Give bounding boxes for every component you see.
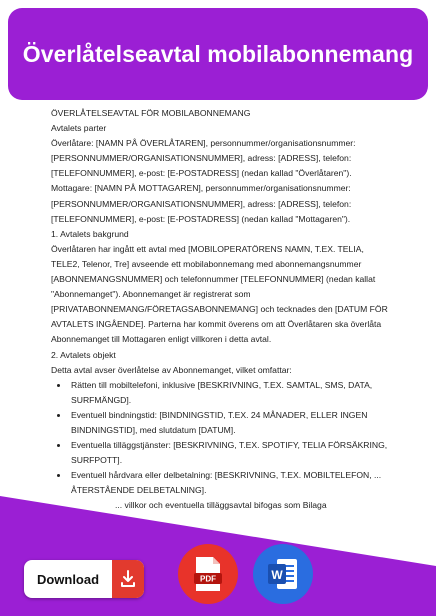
word-file-icon — [266, 556, 300, 592]
download-button[interactable] — [24, 560, 144, 598]
list-item: • Rätten till mobiltelefoni, inklusive [BESKRIVNING, T.EX. SAMTAL, SMS, DATA, SURFMÄNGD]. — [69, 378, 391, 408]
list-item: • Eventuell bindningstid: [BINDNINGSTID, T.EX. 24 MÅNADER, ELLER INGEN BINDNINGSTID], med slutdatum [DATUM]. — [69, 408, 391, 438]
object-intro: Detta avtal avser överlåtelse av Abonnemanget, vilket omfattar: — [51, 364, 292, 375]
transferee-paragraph: Mottagare: [NAMN PÅ MOTTAGAREN], personnummer/organisationsnummer: [PERSONNUMMER/ORGANISATIONSNUMMER], adress: [ADRESS], telefon: [TELEFONNUMMER], e-post: [E-POSTADRESS] (nedan kallad "Mottagaren"). — [51, 183, 352, 224]
background-paragraph: Överlåtaren har ingått ett avtal med [MOBILOPERATÖRENS NAMN, T.EX. TELIA, TELE2, Telenor, Tre] avseende ett mobilabonnemang med abonnemangsnummer [ABONNEMANGSNUMMER] och telefonnummer [TELEFONNUMMER] (nedan kallat "Abonnemanget"). Abonnemanget är registrerat som [PRIVATABONNEMANG/FÖRETAGSABONNEMANG] och tecknades den [DATUM FÖR AVTALETS INGÅENDE]. Parterna har kommit överens om att Överlåtaren ska överlåta Abonnemanget till Mottagaren enligt villkoren i detta avtal. — [51, 243, 388, 345]
download-icon — [112, 560, 144, 598]
list-item: • Eventuella tilläggstjänster: [BESKRIVNING, T.EX. SPOTIFY, TELIA FÖRSÄKRING, SURFPOTT]. — [69, 438, 391, 468]
section-2-heading: 2. Avtalets objekt — [51, 349, 116, 360]
title-banner — [8, 8, 428, 100]
object-list — [51, 378, 391, 499]
pdf-download-button[interactable] — [178, 544, 238, 604]
trailing-text: ... villkor och eventuella tilläggsavtal bifogas som Bilaga — [115, 500, 327, 511]
list-item: • Eventuell hårdvara eller delbetalning: [BESKRIVNING, T.EX. MOBILTELEFON, ... ÅTERSTÅENDE DELBETALNING]. — [69, 468, 391, 498]
document-preview — [51, 106, 391, 514]
word-label: W — [271, 568, 283, 582]
word-download-button[interactable] — [253, 544, 313, 604]
transferor-paragraph: Överlåtare: [NAMN PÅ ÖVERLÅTAREN], personnummer/organisationsnummer: [PERSONNUMMER/ORGANISATIONSNUMMER], adress: [ADRESS], telefon: [TELEFONNUMMER], e-post: [E-POSTADRESS] (nedan kallad "Överlåtaren"). — [51, 138, 356, 179]
page-title: Överlåtelseavtal mobilabonnemang — [22, 40, 414, 67]
download-button-label: Download — [36, 571, 100, 587]
pdf-file-icon — [192, 555, 224, 593]
section-1-heading: 1. Avtalets bakgrund — [51, 228, 129, 239]
pdf-label: PDF — [200, 574, 216, 584]
section-parties: Avtalets parter — [51, 123, 107, 134]
document-heading: ÖVERLÅTELSEAVTAL FÖR MOBILABONNEMANG — [51, 108, 251, 118]
